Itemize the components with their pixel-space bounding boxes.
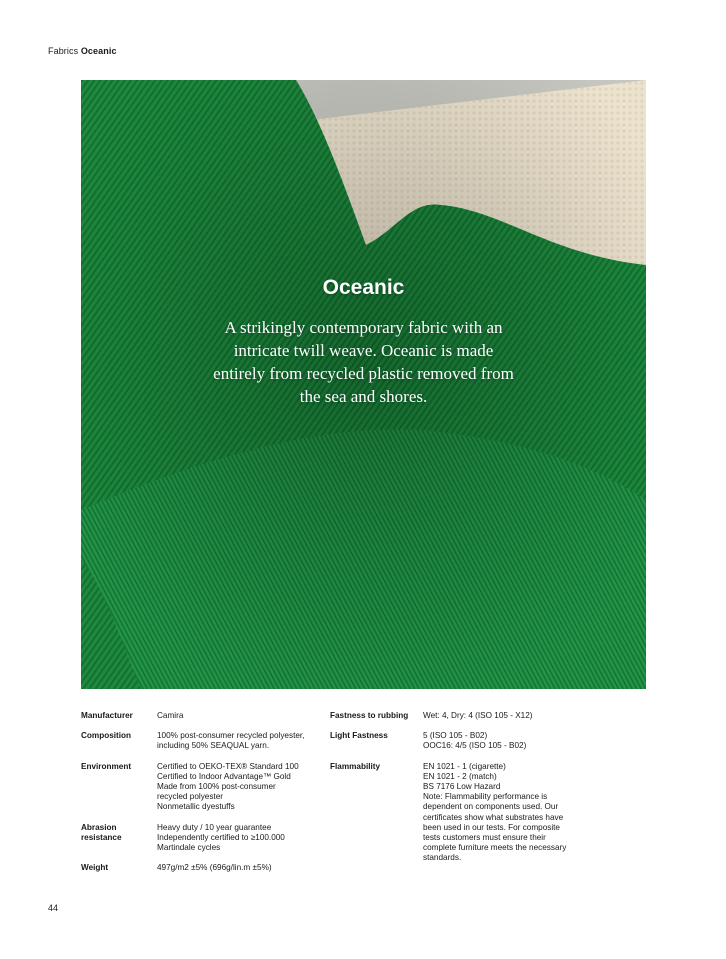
spec-label: Manufacturer: [81, 711, 133, 720]
spec-row-composition: [81, 731, 317, 751]
spec-row-weight: [81, 863, 317, 873]
spec-row-manufacturer: [81, 711, 317, 721]
spec-row-flammability: [330, 762, 583, 864]
header-section: Fabrics: [48, 46, 79, 56]
spec-label: Flammability: [330, 761, 381, 771]
spec-value: Certified to OEKO-TEX® Standard 100 Certified to Indoor Advantage™ Gold Made from 100% post-consumer recycled polyester Nonmetallic dyestuffs: [157, 761, 299, 812]
running-header: [48, 46, 117, 56]
spec-label: Abrasion resistance: [81, 822, 122, 842]
spec-value: Heavy duty / 10 year guarantee Independently certified to ≥100.000 Martindale cycles: [157, 822, 285, 853]
spec-label: Fastness to rubbing: [330, 711, 409, 720]
specs-right-column: [330, 711, 583, 874]
spec-label: Environment: [81, 761, 132, 771]
spec-value: Wet: 4, Dry: 4 (ISO 105 - X12): [423, 711, 533, 720]
spec-value: EN 1021 - 1 (cigarette) EN 1021 - 2 (match) BS 7176 Low Hazard Note: Flammability performance is dependent on components used. Our certificates show what substrates have been used in our tests. For composite tests customers must ensure their complete furniture meets the necessary standards.: [423, 761, 567, 863]
spec-row-abrasion: [81, 823, 317, 854]
spec-row-environment: [81, 762, 317, 813]
spec-value: Camira: [157, 711, 184, 720]
specs-left-column: [81, 711, 317, 883]
spec-value: 100% post-consumer recycled polyester, including 50% SEAQUAL yarn.: [157, 731, 305, 751]
spec-value: 5 (ISO 105 - B02) OOC16: 4/5 (ISO 105 - B02): [423, 731, 527, 751]
hero-title: Oceanic: [322, 276, 405, 299]
spec-row-light-fastness: [330, 731, 583, 751]
spec-row-fastness-rubbing: [330, 711, 583, 721]
header-product: Oceanic: [80, 46, 117, 56]
hero-description: A strikingly contemporary fabric with an intricate twill weave. Oceanic is made entirely from recycled plastic removed from the sea and shores.: [213, 318, 514, 406]
hero-image: [81, 80, 646, 689]
spec-label: Weight: [81, 863, 109, 873]
page-number: 44: [48, 903, 59, 913]
spec-label: Light Fastness: [330, 731, 388, 741]
spec-value: 497g/m2 ±5% (696g/lin.m ±5%): [157, 863, 272, 873]
spec-label: Composition: [81, 731, 132, 741]
